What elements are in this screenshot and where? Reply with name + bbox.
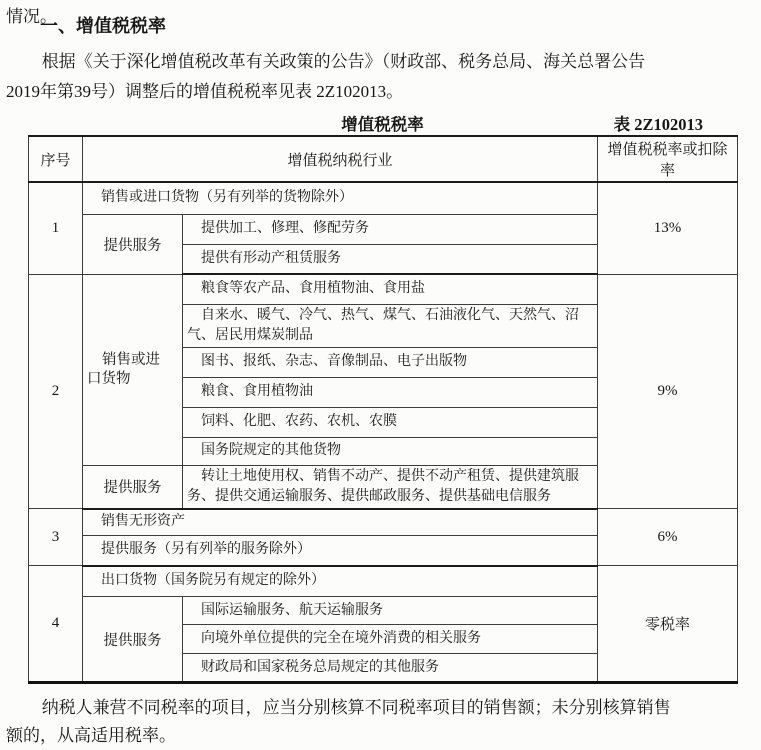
table-title: 增值税税率 bbox=[341, 115, 424, 134]
cell-index: 1 bbox=[29, 182, 83, 274]
cell-industry: 国务院规定的其他货物 bbox=[183, 437, 598, 465]
table-row bbox=[29, 566, 738, 597]
category-line-2: 口货物 bbox=[87, 370, 131, 387]
cell-index: 4 bbox=[29, 566, 83, 683]
cell-industry: 提供加工、修理、修配劳务 bbox=[183, 214, 598, 244]
cropped-text: 情况。 bbox=[6, 7, 57, 26]
cell-rate: 9% bbox=[598, 274, 738, 509]
closing-paragraph bbox=[6, 694, 755, 750]
header-rate: 增值税税率或扣除率 bbox=[598, 136, 738, 182]
table-header-row bbox=[29, 136, 738, 182]
category-line-1: 销售或进 bbox=[102, 351, 160, 368]
cell-rate: 13% bbox=[598, 182, 738, 274]
cell-industry: 销售无形资产 bbox=[83, 509, 598, 536]
cell-industry: 粮食等农产品、食用植物油、食用盐 bbox=[183, 274, 598, 304]
table-row bbox=[29, 182, 738, 214]
table-caption-row bbox=[28, 111, 737, 135]
cell-industry: 图书、报纸、杂志、音像制品、电子出版物 bbox=[183, 347, 598, 377]
cell-industry: 出口货物（国务院另有规定的除外） bbox=[83, 566, 598, 597]
closing-line-2: 额的，从高适用税率。 bbox=[6, 726, 176, 745]
cell-industry: 转让土地使用权、销售不动产、提供不动产租赁、提供建筑服务、提供交通运输服务、提供邮政服务、提供基础电信服务 bbox=[183, 465, 598, 509]
intro-paragraph bbox=[6, 47, 755, 107]
scanned-document-page bbox=[0, 7, 761, 745]
table-row bbox=[29, 274, 738, 304]
vat-rate-table bbox=[28, 135, 738, 684]
cell-index: 3 bbox=[29, 509, 83, 566]
cell-category: 提供服务 bbox=[83, 214, 183, 274]
section-heading: 一、增值税税率 bbox=[40, 16, 166, 36]
cell-industry: 财政局和国家税务总局规定的其他服务 bbox=[183, 654, 598, 683]
header-industry: 增值税纳税行业 bbox=[83, 136, 598, 182]
cell-industry: 国际运输服务、航天运输服务 bbox=[183, 597, 598, 625]
cell-category: 提供服务 bbox=[83, 597, 183, 683]
cell-industry: 提供服务（另有列举的服务除外） bbox=[83, 536, 598, 566]
cell-industry: 饲料、化肥、农药、农机、农膜 bbox=[183, 407, 598, 437]
header-index: 序号 bbox=[29, 136, 83, 182]
cell-rate: 零税率 bbox=[598, 566, 738, 683]
cell-industry: 销售或进口货物（另有列举的货物除外） bbox=[83, 182, 598, 214]
cell-industry: 提供有形动产租赁服务 bbox=[183, 244, 598, 274]
cell-industry: 粮食、食用植物油 bbox=[183, 377, 598, 407]
cell-category bbox=[83, 274, 183, 465]
table-row bbox=[29, 509, 738, 536]
cell-category: 提供服务 bbox=[83, 465, 183, 509]
cropped-previous-line bbox=[6, 7, 57, 26]
cell-index: 2 bbox=[29, 274, 83, 509]
closing-line-1: 纳税人兼营不同税率的项目，应当分别核算不同税率项目的销售额；未分别核算销售 bbox=[41, 698, 671, 717]
cell-industry: 向境外单位提供的完全在境外消费的相关服务 bbox=[183, 625, 598, 654]
intro-line-2: 2019年第39号）调整后的增值税税率见表 2Z102013。 bbox=[6, 82, 404, 101]
table-number: 表 2Z102013 bbox=[613, 115, 703, 134]
cell-rate: 6% bbox=[598, 509, 738, 566]
cell-industry: 自来水、暖气、冷气、热气、煤气、石油液化气、天然气、沼气、居民用煤炭制品 bbox=[183, 304, 598, 347]
intro-line-1: 根据《关于深化增值税改革有关政策的公告》（财政部、税务总局、海关总署公告 bbox=[41, 52, 646, 71]
